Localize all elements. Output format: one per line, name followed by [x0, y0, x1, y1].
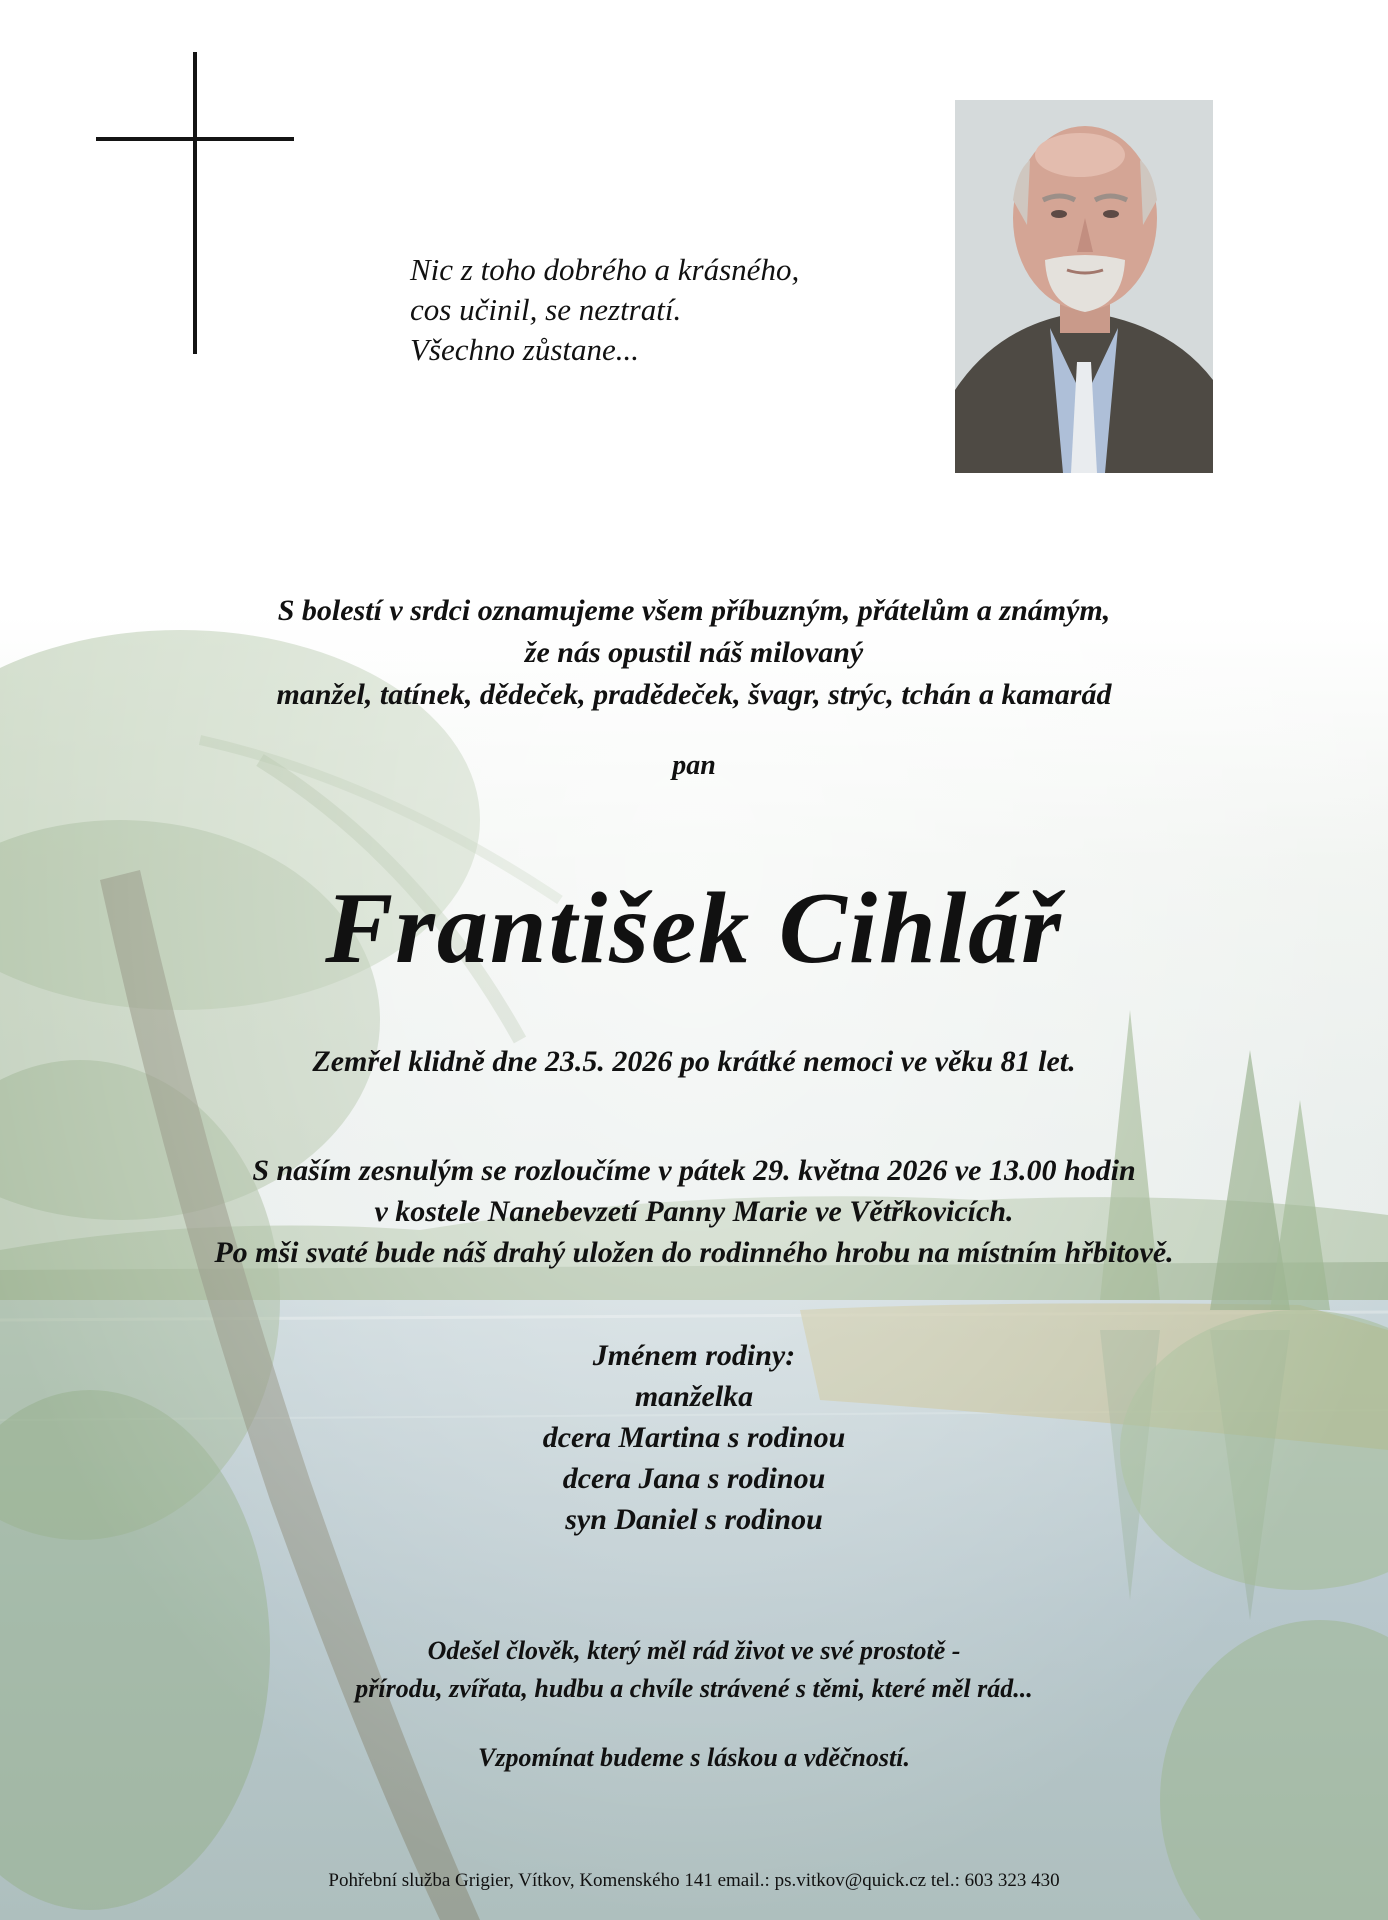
family-member: syn Daniel s rodinou: [565, 1503, 823, 1536]
motto-line: cos učinil, se neztratí.: [410, 292, 682, 327]
epitaph-line: Odešel člověk, který měl rád život ve své prostotě -: [427, 1636, 961, 1665]
family-member: manželka: [634, 1380, 754, 1413]
cross-icon-vertical: [193, 52, 197, 354]
death-notice: Zemřel klidně dne 23.5. 2026 po krátké nemoci ve věku 81 let.: [312, 1045, 1076, 1078]
announcement-intro: [0, 590, 1388, 716]
epitaph-line: přírodu, zvířata, hudbu a chvíle strávené s těmi, které měl rád...: [355, 1674, 1033, 1703]
intro-line: S bolestí v srdci oznamujeme všem příbuzným, přátelům a známým,: [277, 594, 1111, 627]
family-signature: [0, 1335, 1388, 1540]
ceremony-info: [0, 1150, 1388, 1273]
salutation: pan: [672, 750, 716, 781]
ceremony-line: Po mši svaté bude náš drahý uložen do rodinného hrobu na místním hřbitově.: [214, 1236, 1174, 1269]
intro-line: že nás opustil náš milovaný: [524, 636, 864, 669]
motto-quote: [410, 250, 930, 370]
portrait-photo: [955, 100, 1213, 473]
cross-icon-horizontal: [96, 137, 294, 141]
memory-line: Vzpomínat budeme s láskou a vděčností.: [478, 1743, 910, 1772]
ceremony-line: v kostele Nanebevzetí Panny Marie ve Větřkovicích.: [374, 1195, 1014, 1228]
deceased-name: František Cihlář: [325, 872, 1063, 985]
intro-line: manžel, tatínek, dědeček, pradědeček, švagr, strýc, tchán a kamarád: [276, 678, 1112, 711]
family-member: dcera Jana s rodinou: [562, 1462, 826, 1495]
funeral-service-footer: Pohřební služba Grigier, Vítkov, Komenského 141 email.: ps.vitkov@quick.cz tel.: 603 323 430: [328, 1870, 1060, 1891]
motto-line: Všechno zůstane...: [410, 332, 640, 367]
ceremony-line: S naším zesnulým se rozloučíme v pátek 29. května 2026 ve 13.00 hodin: [252, 1154, 1136, 1187]
family-member: dcera Martina s rodinou: [542, 1421, 846, 1454]
epitaph: [0, 1632, 1388, 1708]
motto-line: Nic z toho dobrého a krásného,: [410, 252, 800, 287]
family-heading: Jménem rodiny:: [592, 1339, 796, 1372]
